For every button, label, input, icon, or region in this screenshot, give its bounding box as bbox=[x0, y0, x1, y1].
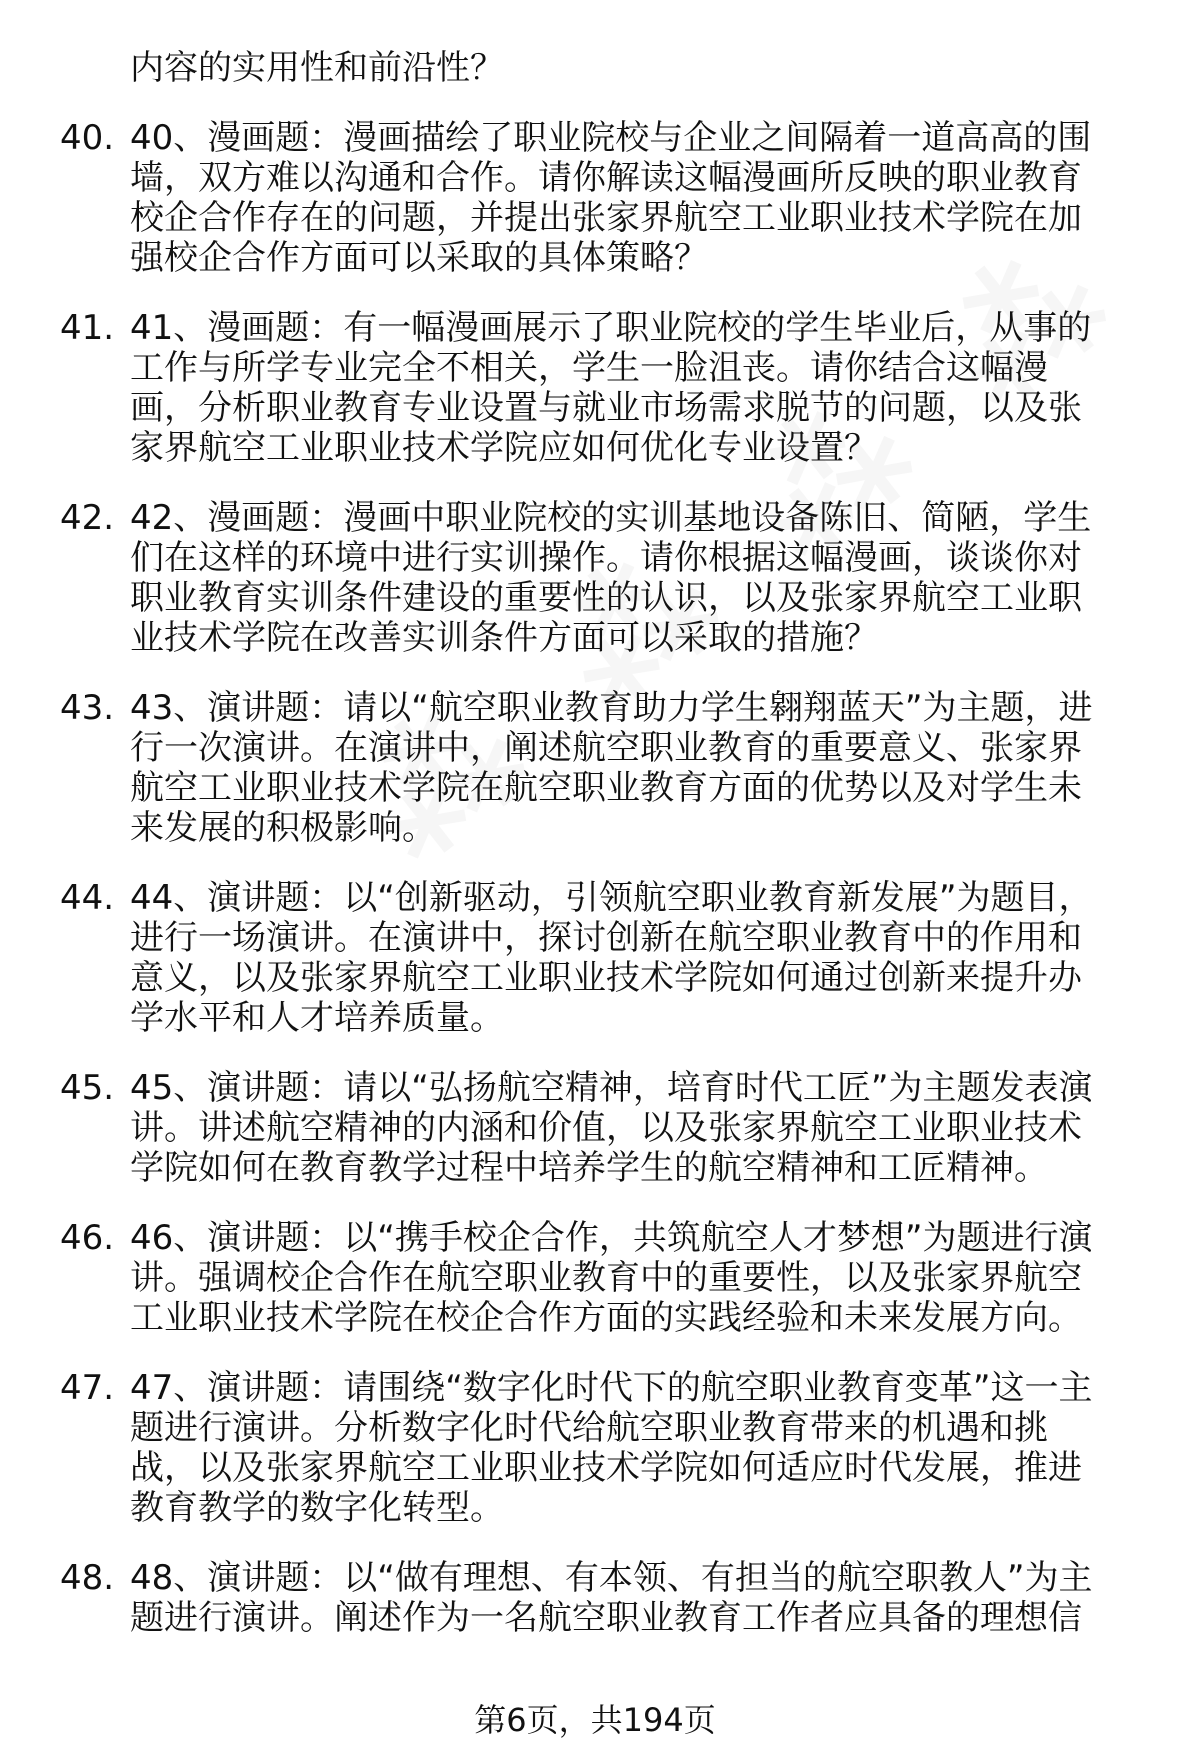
question-item bbox=[60, 1558, 1160, 1638]
question-line: 来发展的积极影响。 bbox=[130, 808, 436, 848]
question-line: 画，分析职业教育专业设置与就业市场需求脱节的问题，以及张 bbox=[130, 388, 1082, 428]
question-number: 46. bbox=[60, 1218, 115, 1258]
question-text bbox=[130, 1368, 1160, 1528]
question-line: 讲。讲述航空精神的内涵和价值，以及张家界航空工业职业技术 bbox=[130, 1108, 1082, 1148]
question-line: 职业教育实训条件建设的重要性的认识，以及张家界航空工业职 bbox=[130, 578, 1082, 618]
question-line: 墙，双方难以沟通和合作。请你解读这幅漫画所反映的职业教育 bbox=[130, 158, 1082, 198]
question-line: 45、演讲题：请以“弘扬航空精神，培育时代工匠”为主题发表演 bbox=[130, 1068, 1093, 1108]
question-line: 家界航空工业职业技术学院应如何优化专业设置？ bbox=[130, 428, 878, 468]
question-item bbox=[60, 688, 1160, 848]
question-line: 航空工业职业技术学院在航空职业教育方面的优势以及对学生未 bbox=[130, 768, 1082, 808]
question-number: 45. bbox=[60, 1068, 115, 1108]
question-number: 48. bbox=[60, 1558, 115, 1598]
question-number: 40. bbox=[60, 118, 115, 158]
question-text bbox=[130, 308, 1160, 468]
question-line: 48、演讲题：以“做有理想、有本领、有担当的航空职教人”为主 bbox=[130, 1558, 1093, 1598]
question-line: 42、漫画题：漫画中职业院校的实训基地设备陈旧、简陋，学生 bbox=[130, 498, 1092, 538]
question-line: 47、演讲题：请围绕“数字化时代下的航空职业教育变革”这一主 bbox=[130, 1368, 1093, 1408]
question-item bbox=[60, 498, 1160, 658]
question-line: 战，以及张家界航空工业职业技术学院如何适应时代发展，推进 bbox=[130, 1448, 1082, 1488]
question-number: 44. bbox=[60, 878, 115, 918]
question-number: 47. bbox=[60, 1368, 115, 1408]
question-line: 们在这样的环境中进行实训操作。请你根据这幅漫画，谈谈你对 bbox=[130, 538, 1082, 578]
question-line: 意义，以及张家界航空工业职业技术学院如何通过创新来提升办 bbox=[130, 958, 1082, 998]
question-item bbox=[60, 1218, 1160, 1338]
question-line: 强校企合作方面可以采取的具体策略？ bbox=[130, 238, 708, 278]
question-text bbox=[130, 878, 1160, 1038]
question-text bbox=[130, 1218, 1160, 1338]
question-line: 讲。强调校企合作在航空职业教育中的重要性，以及张家界航空 bbox=[130, 1258, 1082, 1298]
question-line: 校企合作存在的问题，并提出张家界航空工业职业技术学院在加 bbox=[130, 198, 1082, 238]
question-item bbox=[60, 1068, 1160, 1188]
question-line: 工作与所学专业完全不相关，学生一脸沮丧。请你结合这幅漫 bbox=[130, 348, 1048, 388]
question-number: 41. bbox=[60, 308, 115, 348]
question-line: 行一次演讲。在演讲中，阐述航空职业教育的重要意义、张家界 bbox=[130, 728, 1082, 768]
question-line: 46、演讲题：以“携手校企合作，共筑航空人才梦想”为题进行演 bbox=[130, 1218, 1093, 1258]
question-line: 43、演讲题：请以“航空职业教育助力学生翱翔蓝天”为主题，进 bbox=[130, 688, 1093, 728]
question-text bbox=[130, 1068, 1160, 1188]
question-line: 业技术学院在改善实训条件方面可以采取的措施？ bbox=[130, 618, 878, 658]
question-line: 题进行演讲。阐述作为一名航空职业教育工作者应具备的理想信 bbox=[130, 1598, 1082, 1638]
question-list bbox=[60, 48, 1160, 1668]
question-text bbox=[130, 498, 1160, 658]
question-line: 工业职业技术学院在校企合作方面的实践经验和未来发展方向。 bbox=[130, 1298, 1082, 1338]
question-line: 41、漫画题：有一幅漫画展示了职业院校的学生毕业后，从事的 bbox=[130, 308, 1092, 348]
question-line: 进行一场演讲。在演讲中，探讨创新在航空职业教育中的作用和 bbox=[130, 918, 1082, 958]
question-item bbox=[60, 1368, 1160, 1528]
question-line: 学水平和人才培养质量。 bbox=[130, 998, 504, 1038]
question-text bbox=[130, 688, 1160, 848]
question-number: 42. bbox=[60, 498, 115, 538]
question-item bbox=[60, 118, 1160, 278]
question-line: 40、漫画题：漫画描绘了职业院校与企业之间隔着一道高高的围 bbox=[130, 118, 1092, 158]
question-line: 44、演讲题：以“创新驱动，引领航空职业教育新发展”为题目， bbox=[130, 878, 1093, 918]
question-text bbox=[130, 118, 1160, 278]
question-line: 教育教学的数字化转型。 bbox=[130, 1488, 504, 1528]
page-footer: 第6页，共194页 bbox=[474, 1701, 716, 1739]
question-number: 43. bbox=[60, 688, 115, 728]
question-item bbox=[60, 878, 1160, 1038]
question-line: 题进行演讲。分析数字化时代给航空职业教育带来的机遇和挑 bbox=[130, 1408, 1048, 1448]
question-text bbox=[130, 1558, 1160, 1638]
question-item bbox=[60, 308, 1160, 468]
continuation-text: 内容的实用性和前沿性？ bbox=[130, 48, 504, 88]
question-line: 学院如何在教育教学过程中培养学生的航空精神和工匠精神。 bbox=[130, 1148, 1048, 1188]
